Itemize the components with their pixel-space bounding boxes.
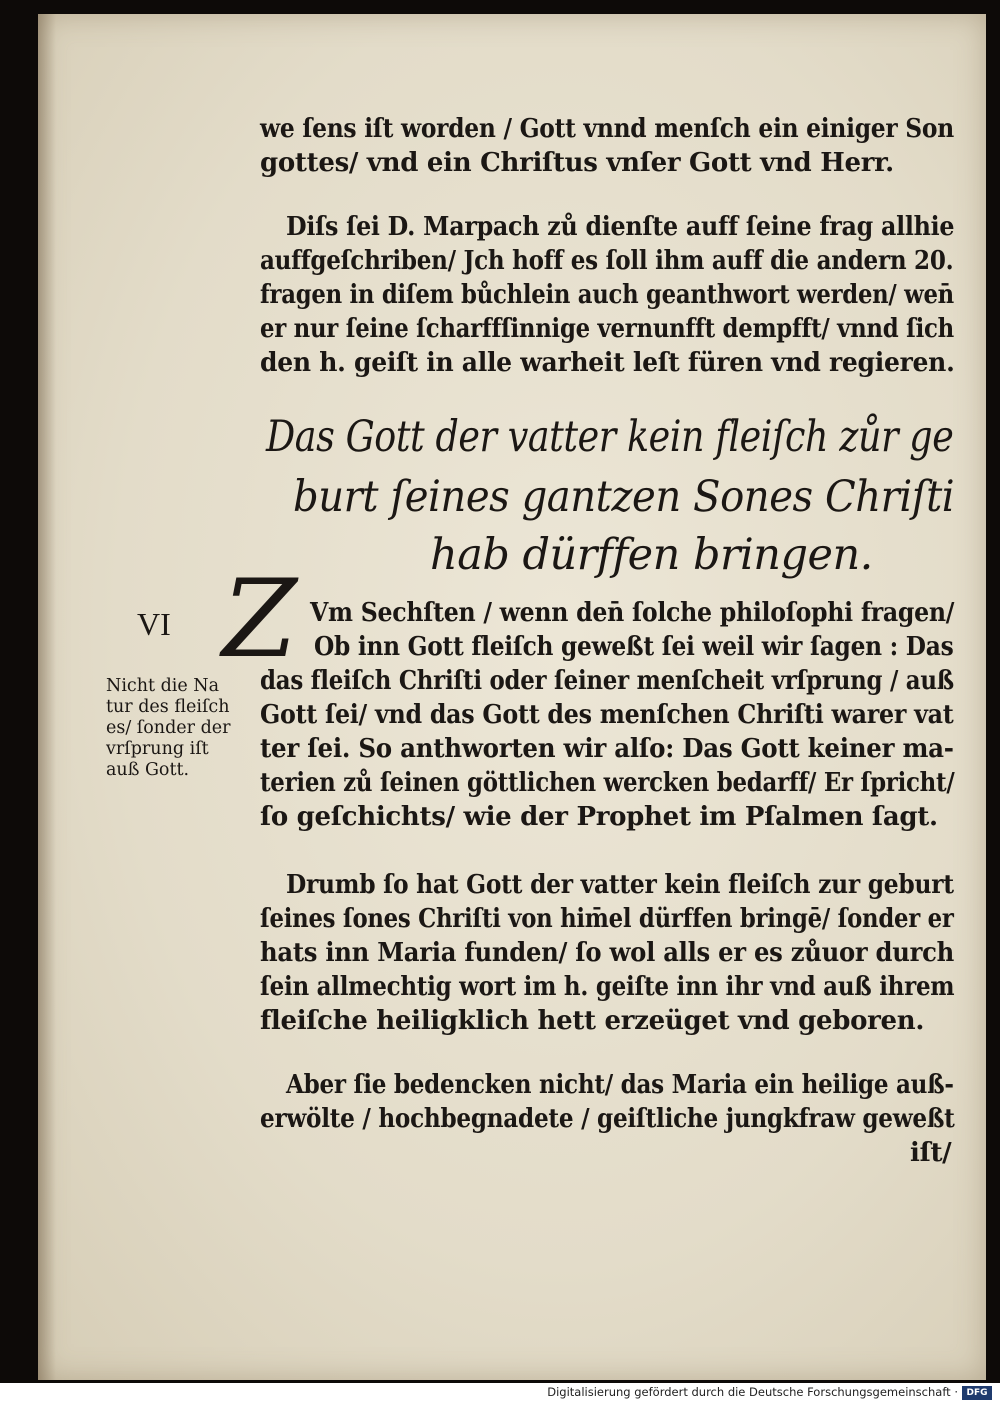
text-line: ſo geſchichts/ wie der Prophet im Pſalmen ſagt.: [260, 802, 938, 832]
text-line: Drumb ſo hat Gott der vatter kein fleiſch zur geburt: [286, 870, 954, 900]
text-line: Aber ſie bedencken nicht/ das Maria ein heilige auß-: [286, 1070, 954, 1100]
footer-bar: [0, 1383, 1000, 1404]
text-line: ſein allmechtig wort im h. geiſte inn ihr vnd auß ihrem: [260, 972, 955, 1002]
text-line: ſeines ſones Chriſti von him̄el dürffen bringē/ ſonder er: [260, 904, 954, 934]
marginal-note-line: auß Gott.: [106, 760, 190, 780]
text-line: Gott ſei/ vnd das Gott des menſchen Chriſti warer vat: [260, 700, 954, 730]
text-line: gottes/ vnd ein Chriſtus vnſer Gott vnd Herr.: [260, 148, 894, 178]
text-line: das fleiſch Chriſti oder ſeiner menſcheit vrſprung / auß: [260, 666, 954, 696]
section-heading-line: burt ſeines gantzen Sones Chriſti: [293, 472, 955, 522]
text-line: Diſs ſei D. Marpach zů dienſte auff ſeine frag allhie: [286, 212, 955, 242]
text-line: iſt/: [910, 1138, 952, 1168]
text-line: terien zů ſeinen göttlichen wercken bedarff/ Er ſpricht/: [260, 768, 955, 798]
text-line: we ſens iſt worden / Gott vnnd menſch ein einiger Son: [260, 114, 954, 144]
text-line: fleiſche heiligklich hett erzeüget vnd geboren.: [260, 1006, 925, 1036]
text-line: er nur ſeine ſcharffſinnige vernunfft dempfft/ vnnd ſich: [260, 314, 954, 344]
section-number: VI: [137, 606, 171, 642]
marginal-note-line: tur des fleiſch: [106, 697, 230, 717]
marginal-note-line: es/ ſonder der: [106, 718, 231, 738]
text-line: ter ſei. So anthworten wir alſo: Das Gott keiner ma-: [260, 734, 954, 764]
section-heading-line: Das Gott der vatter kein fleiſch zůr ge: [266, 412, 954, 462]
text-line: den h. geiſt in alle warheit leſt füren vnd regieren.: [260, 348, 955, 378]
book-page: [38, 14, 986, 1380]
section-heading-line: hab dürffen bringen.: [430, 530, 873, 580]
marginal-note-line: vrſprung iſt: [106, 739, 209, 759]
text-line: Vm Sechſten / wenn den̄ ſolche philoſophi fragen/: [310, 598, 955, 628]
funding-credit: Digitalisierung gefördert durch die Deutsche Forschungsgemeinschaft ·: [547, 1385, 958, 1399]
text-line: Ob inn Gott fleiſch geweßt ſei weil wir ſagen : Das: [314, 632, 954, 662]
drop-cap: Z: [222, 557, 298, 682]
text-line: erwölte / hochbegnadete / geiſtliche jungkfraw geweßt: [260, 1104, 955, 1134]
text-line: fragen in diſem bůchlein auch geanthwort werden/ wen̄: [260, 280, 954, 310]
text-line: hats inn Maria funden/ ſo wol alls er es zůuor durch: [260, 938, 955, 968]
marginal-note-line: Nicht die Na: [106, 676, 220, 696]
dfg-logo: DFG: [962, 1386, 992, 1400]
text-line: auffgeſchriben/ Jch hoff es ſoll ihm auff die andern 20.: [260, 246, 954, 276]
page-gutter-shadow: [38, 14, 56, 1380]
